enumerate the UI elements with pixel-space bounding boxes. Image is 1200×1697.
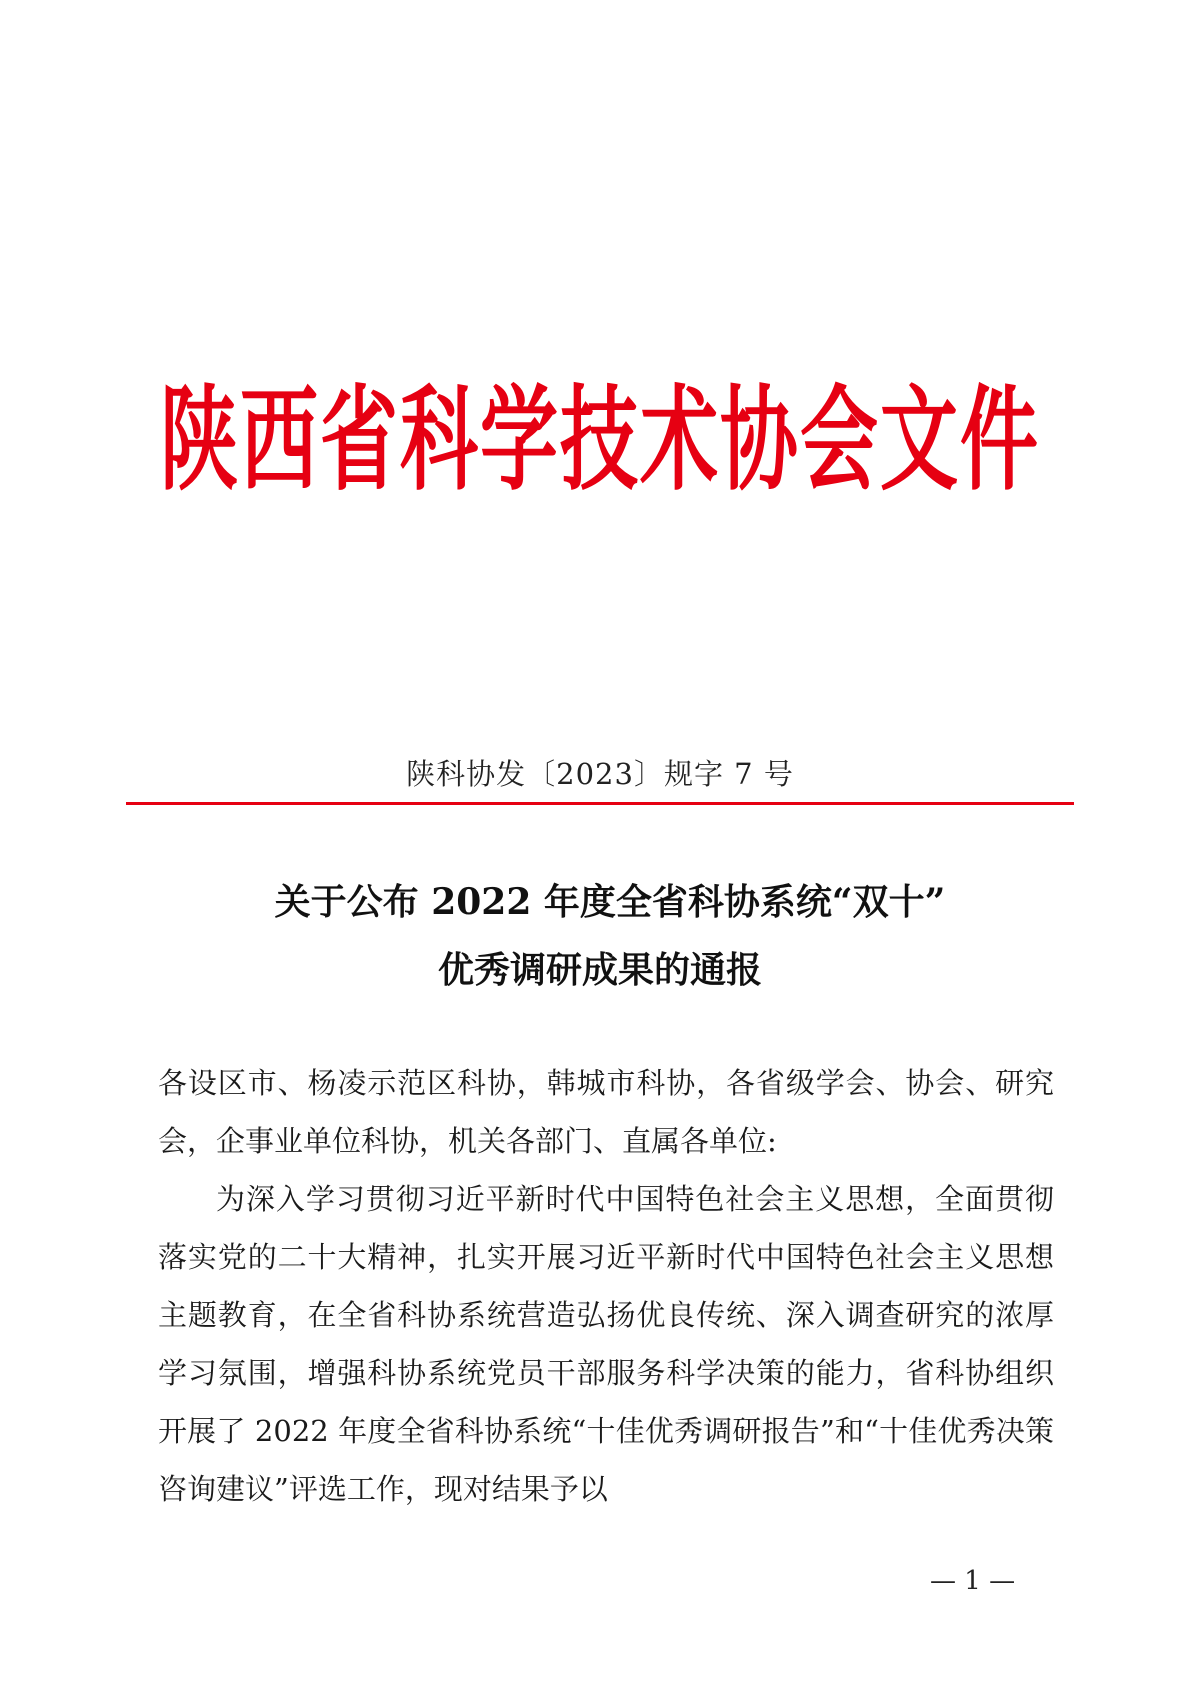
document-header-title: 陕西省科学技术协会文件 xyxy=(159,376,1040,507)
page-number: — 1 — xyxy=(930,1566,1016,1596)
document-number: 陕科协发〔2023〕规字 7 号 xyxy=(406,757,794,791)
notice-title xyxy=(0,868,1200,1004)
body-paragraph: 为深入学习贯彻习近平新时代中国特色社会主义思想，全面贯彻落实党的二十大精神，扎实开展习近平新时代中国特色社会主义思想主题教育，在全省科协系统营造弘扬优良传统、深入调查研究的浓厚学习氛围，增强科协系统党员干部服务科学决策的能力，省科协组织开展了 2022 年度全省科协系统“十佳优秀调研报告”和“十佳优秀决策咨询建议”评选工作，现对结果予以 xyxy=(158,1182,1054,1506)
notice-title-line-1: 关于公布 2022 年度全省科协系统“双十” xyxy=(274,881,946,923)
header-divider-rule xyxy=(126,802,1074,805)
notice-title-line-2: 优秀调研成果的通报 xyxy=(437,949,762,991)
recipients-paragraph: 各设区市、杨凌示范区科协，韩城市科协，各省级学会、协会、研究会，企事业单位科协，机关各部门、直属各单位: xyxy=(158,1066,1054,1158)
